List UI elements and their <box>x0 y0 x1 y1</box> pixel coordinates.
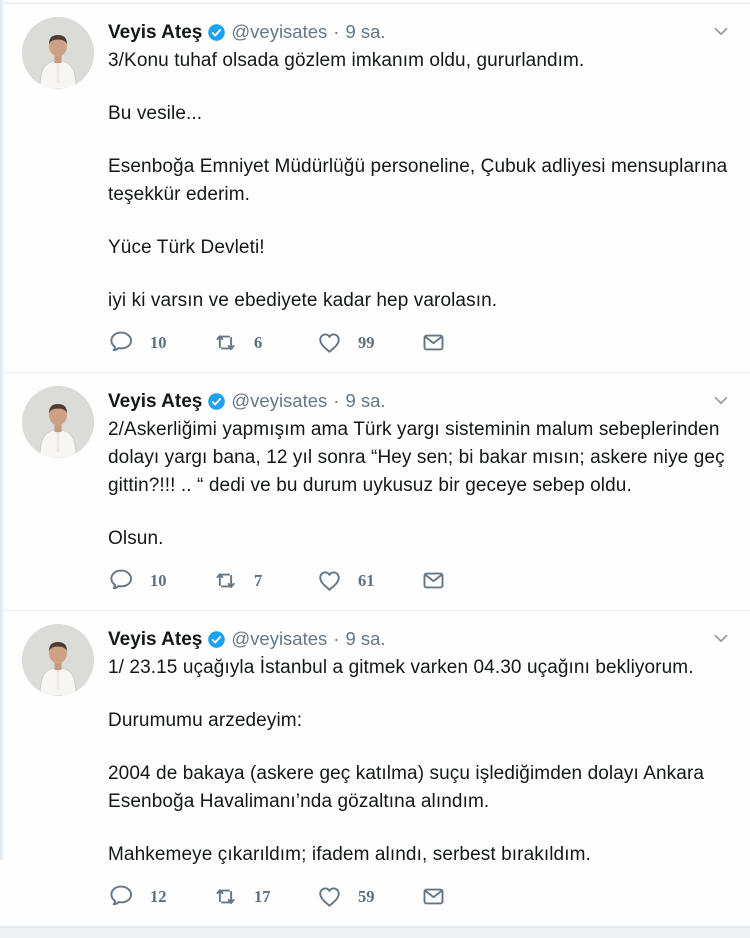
tweet-body <box>108 416 730 553</box>
envelope-icon <box>420 883 447 910</box>
display-name[interactable]: Veyis Ateş <box>108 22 203 43</box>
tweet-header <box>108 625 730 653</box>
tweet-actions <box>108 883 730 910</box>
reply-count: 10 <box>150 570 167 590</box>
reply-icon <box>108 567 135 594</box>
verified-badge-icon <box>207 630 226 649</box>
like-count: 99 <box>358 332 375 352</box>
avatar[interactable] <box>22 624 94 696</box>
reply-button[interactable] <box>108 329 212 356</box>
reply-button[interactable] <box>108 883 212 910</box>
chevron-down-icon[interactable] <box>710 389 732 411</box>
separator-dot: · <box>333 628 340 649</box>
like-count: 59 <box>358 886 375 906</box>
tweet-actions <box>108 329 730 356</box>
tweet-text: iyi ki varsın ve ebediyete kadar hep varolasın. <box>108 290 498 311</box>
reply-button[interactable] <box>108 567 212 594</box>
tweet-header <box>108 387 730 415</box>
reply-icon <box>108 329 135 356</box>
avatar[interactable] <box>22 386 94 458</box>
retweet-icon <box>212 883 239 910</box>
reply-icon <box>108 883 135 910</box>
dm-button[interactable] <box>420 329 447 356</box>
retweet-icon <box>212 329 239 356</box>
tweet-text: Bu vesile... <box>108 103 203 124</box>
dm-button[interactable] <box>420 567 447 594</box>
separator-dot: · <box>333 390 340 411</box>
tweet-header <box>108 18 730 46</box>
tweet-actions <box>108 567 730 594</box>
tweet-text: Yüce Türk Devleti! <box>108 237 265 258</box>
reply-count: 12 <box>150 886 167 906</box>
envelope-icon <box>420 329 447 356</box>
heart-icon <box>316 567 343 594</box>
like-button[interactable] <box>316 329 420 356</box>
user-handle[interactable]: @veyisates <box>231 390 328 411</box>
verified-badge-icon <box>207 23 226 42</box>
like-button[interactable] <box>316 883 420 910</box>
reply-count: 10 <box>150 332 167 352</box>
avatar[interactable] <box>22 17 94 89</box>
tweet-text: Esenboğa Emniyet Müdürlüğü personeline, Çubuk adliyesi mensuplarına teşekkür ederim. <box>108 156 728 205</box>
tweet-feed <box>0 4 750 927</box>
chevron-down-icon[interactable] <box>710 627 732 649</box>
tweet-text: Mahkemeye çıkarıldım; ifadem alındı, serbest bırakıldım. <box>108 844 591 865</box>
display-name[interactable]: Veyis Ateş <box>108 629 203 650</box>
tweet-text: 3/Konu tuhaf olsada gözlem imkanım oldu, gururlandım. <box>108 50 585 71</box>
tweet-text: 2004 de bakaya (askere geç katılma) suçu işlediğimden dolayı Ankara Esenboğa Havalimanı’nda gözaltına alındım. <box>108 763 705 812</box>
chevron-down-icon[interactable] <box>710 20 732 42</box>
retweet-count: 7 <box>254 570 263 590</box>
tweet-text: Durumumu arzedeyim: <box>108 710 303 731</box>
retweet-button[interactable] <box>212 567 316 594</box>
heart-icon <box>316 883 343 910</box>
timestamp[interactable]: 9 sa. <box>345 390 386 411</box>
tweet-text: Olsun. <box>108 528 164 549</box>
timestamp[interactable]: 9 sa. <box>345 21 386 42</box>
verified-badge-icon <box>207 392 226 411</box>
dm-button[interactable] <box>420 883 447 910</box>
tweet-text: 2/Askerliğimi yapmışım ama Türk yargı sisteminin malum sebeplerinden dolayı yargı bana, 12 yıl sonra “Hey sen; bi bakar mısın; askere niye geç gittin?!!! .. “ dedi ve bu durum uykusuz bir geceye sebep oldu. <box>108 419 725 496</box>
separator-dot: · <box>333 21 340 42</box>
envelope-icon <box>420 567 447 594</box>
tweet-body <box>108 47 730 315</box>
tweet <box>0 611 750 927</box>
user-handle[interactable]: @veyisates <box>231 628 328 649</box>
tweet <box>0 4 750 373</box>
timestamp[interactable]: 9 sa. <box>345 628 386 649</box>
retweet-button[interactable] <box>212 883 316 910</box>
display-name[interactable]: Veyis Ateş <box>108 391 203 412</box>
user-handle[interactable]: @veyisates <box>231 21 328 42</box>
like-count: 61 <box>358 570 375 590</box>
timeline-left-edge <box>0 0 4 860</box>
tweet-body <box>108 654 730 869</box>
tweet-text: 1/ 23.15 uçağıyla İstanbul a gitmek varken 04.30 uçağını bekliyorum. <box>108 657 694 678</box>
heart-icon <box>316 329 343 356</box>
retweet-icon <box>212 567 239 594</box>
retweet-count: 17 <box>254 886 271 906</box>
tweet <box>0 373 750 611</box>
retweet-button[interactable] <box>212 329 316 356</box>
bottom-strip <box>0 927 750 938</box>
like-button[interactable] <box>316 567 420 594</box>
retweet-count: 6 <box>254 332 263 352</box>
